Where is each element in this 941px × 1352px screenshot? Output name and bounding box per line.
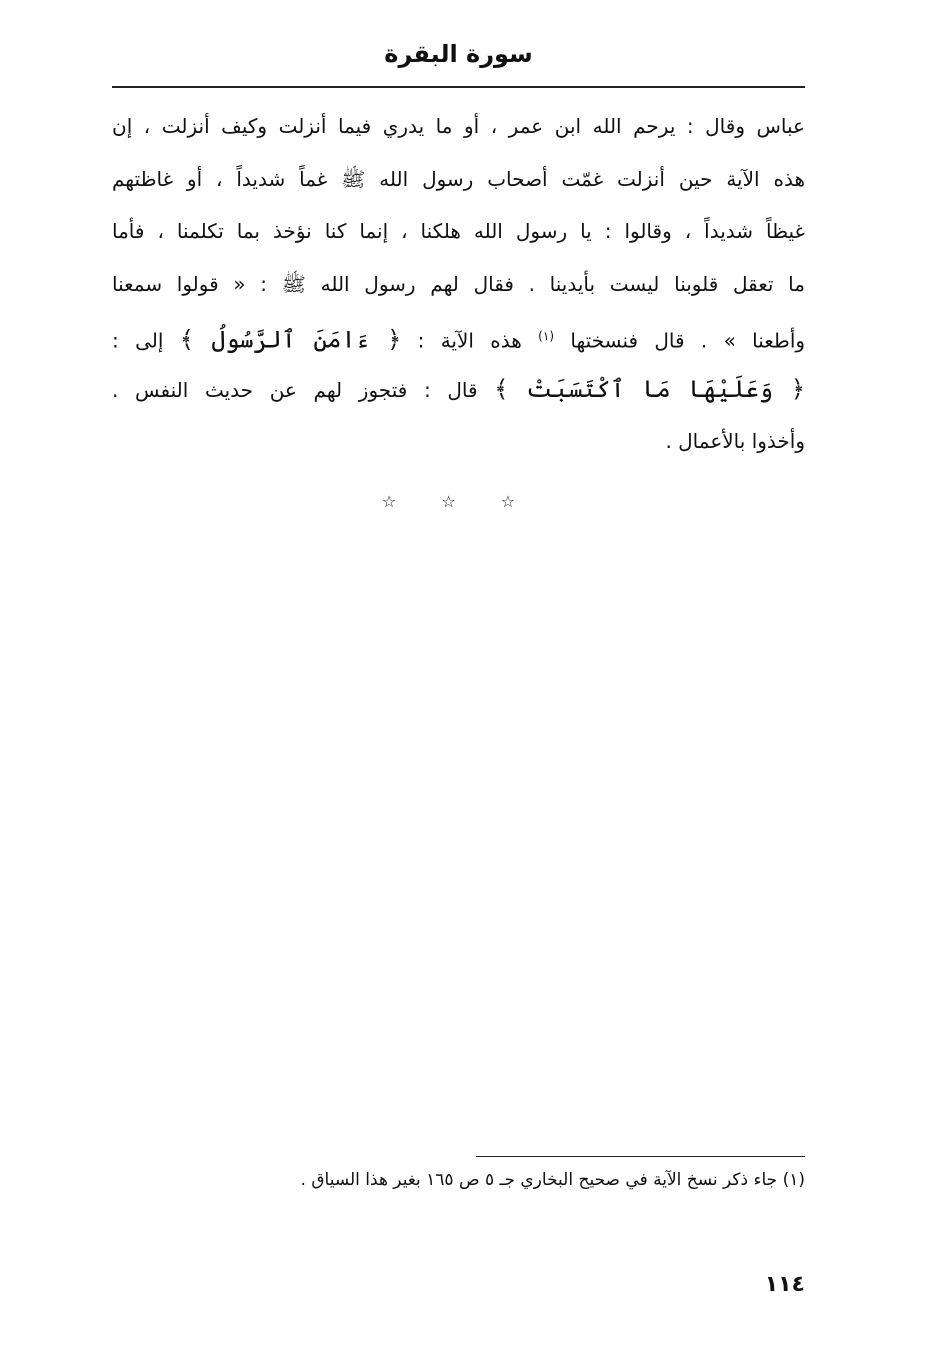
quran-verse-2: ﴿ وَعَلَيْهَا مَا ٱكْتَسَبَتْ ﴾ [494,374,806,403]
text-line-6 [112,363,805,416]
text-line-2: هذه الآية حين أنزلت غمّت أصحاب رسول الله ﷺ غماً شديداً ، أو غاظتهم [112,166,805,191]
footnote-text: (١) جاء ذكر نسخ الآية في صحيح البخاري جـ ٥ ص ١٦٥ بغير هذا السياق . [300,1170,805,1190]
text-line-4: ما تعقل قلوبنا ليست بأيدينا . فقال لهم رسول الله ﷺ : « قولوا سمعنا [112,271,805,296]
text-line-7: وأخذوا بالأعمال . [665,429,805,453]
line-5-after: إلى : [112,328,164,353]
page-number: ١١٤ [764,1272,805,1297]
text-line-5 [112,310,805,363]
footnote-rule [476,1156,805,1157]
quran-verse-1: ﴿ ءَامَنَ ٱلرَّسُولُ ﴾ [179,325,402,354]
section-separator-stars: ☆ ☆ ☆ [381,492,536,511]
body-text [112,100,805,468]
line-6-after: قال : فتجوز لهم عن حديث النفس . [112,377,478,402]
header-rule [112,86,805,88]
footnote-reference: (١) [538,329,554,343]
line-5-middle: هذه الآية : [417,328,522,353]
line-5-before: وأطعنا » . قال فنسختها [570,328,806,353]
running-head-title: سورة البقرة [384,40,533,68]
text-line-3: غيظاً شديداً ، وقالوا : يا رسول الله هلكنا ، إنما كنا نؤخذ بما تكلمنا ، فأما [112,219,805,243]
text-line-1: عباس وقال : يرحم الله ابن عمر ، أو ما يدري فيما أنزلت وكيف أنزلت ، إن [112,114,805,138]
